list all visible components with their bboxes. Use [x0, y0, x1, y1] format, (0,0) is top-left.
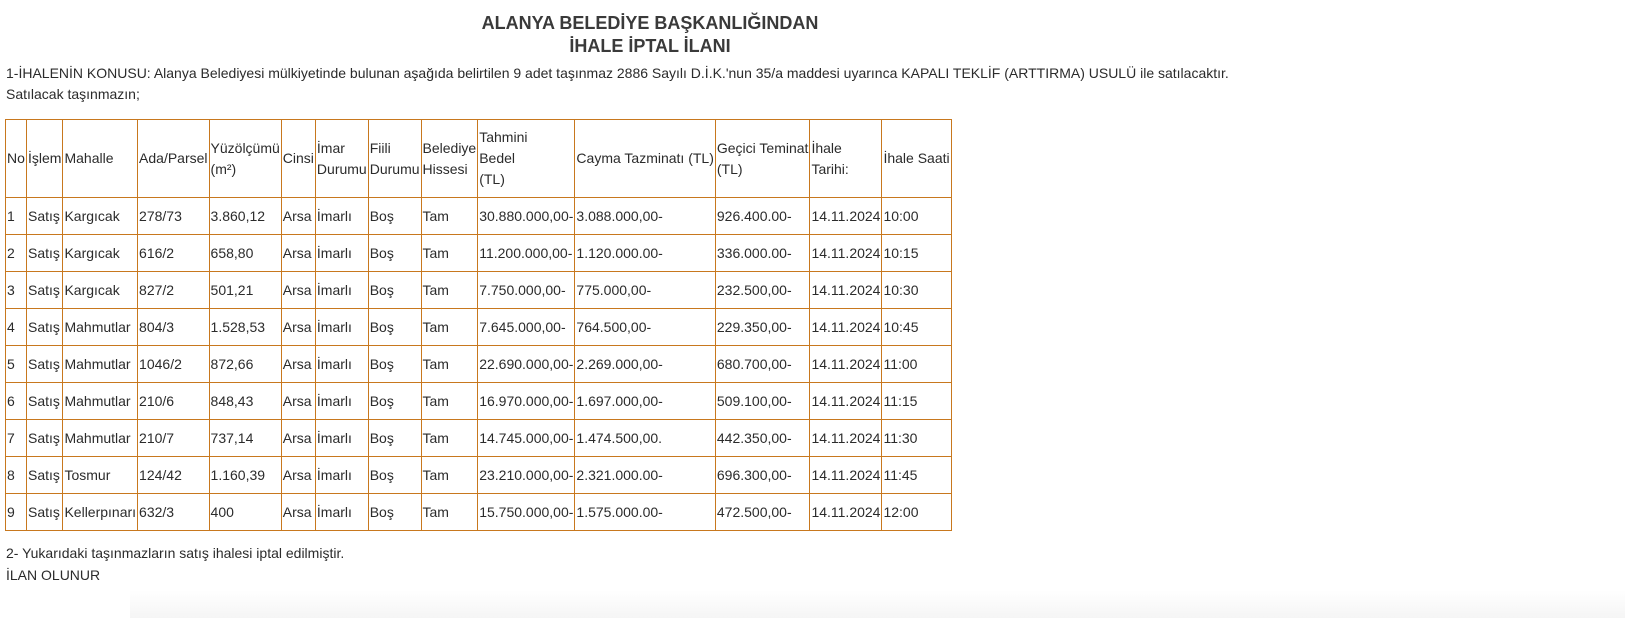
table-row — [6, 272, 952, 309]
cell-no: 7 — [6, 420, 27, 457]
notice-title — [0, 12, 1300, 58]
cell-no: 1 — [6, 198, 27, 235]
header-gecici: Geçici Teminat (TL) — [715, 120, 810, 198]
intro-paragraph: 1-İHALENİN KONUSU: Alanya Belediyesi mülkiyetinde bulunan aşağıda belirtilen 9 adet taşınmaz 2886 Sayılı D.İ.K.'nun 35/a maddesi uyarınca KAPALI TEKLİF (ARTTIRMA) USULÜ ile satılacaktır. — [6, 65, 1229, 81]
header-mahalle: Mahalle — [63, 120, 138, 198]
cell-fiili: Boş — [368, 198, 421, 235]
cell-yuzolcumu: 658,80 — [209, 235, 281, 272]
cell-yuzolcumu: 501,21 — [209, 272, 281, 309]
cell-cinsi: Arsa — [281, 198, 315, 235]
cell-cinsi: Arsa — [281, 457, 315, 494]
property-table — [5, 119, 952, 531]
cell-mahalle: Mahmutlar — [63, 383, 138, 420]
cell-yuzolcumu: 848,43 — [209, 383, 281, 420]
cell-imar: İmarlı — [315, 309, 368, 346]
cell-tahmini: 16.970.000,00- — [478, 383, 575, 420]
cell-tarih: 14.11.2024 — [810, 346, 882, 383]
cell-saat: 11:00 — [882, 346, 951, 383]
table-row — [6, 235, 952, 272]
cell-tarih: 14.11.2024 — [810, 457, 882, 494]
cell-no: 5 — [6, 346, 27, 383]
header-islem: İşlem — [27, 120, 63, 198]
cell-hisse: Tam — [421, 235, 478, 272]
cell-fiili: Boş — [368, 383, 421, 420]
table-row — [6, 420, 952, 457]
cell-gecici: 472.500,00- — [715, 494, 810, 531]
cell-no: 3 — [6, 272, 27, 309]
cell-cinsi: Arsa — [281, 235, 315, 272]
cell-saat: 11:15 — [882, 383, 951, 420]
cell-tarih: 14.11.2024 — [810, 420, 882, 457]
cell-tarih: 14.11.2024 — [810, 309, 882, 346]
table-header-row — [6, 120, 952, 198]
header-belediye: Belediye Hissesi — [421, 120, 478, 198]
cell-tahmini: 23.210.000,00- — [478, 457, 575, 494]
table-body — [6, 198, 952, 531]
cell-gecici: 336.000.00- — [715, 235, 810, 272]
header-tarih: İhale Tarihi: — [810, 120, 882, 198]
cell-ada-parsel: 632/3 — [138, 494, 209, 531]
cell-cinsi: Arsa — [281, 272, 315, 309]
cell-ada-parsel: 1046/2 — [138, 346, 209, 383]
cell-ada-parsel: 210/6 — [138, 383, 209, 420]
cell-islem: Satış — [27, 420, 63, 457]
cell-mahalle: Kellerpınarı — [63, 494, 138, 531]
cell-cinsi: Arsa — [281, 420, 315, 457]
bottom-shade — [130, 590, 1625, 618]
table-row — [6, 457, 952, 494]
header-ada-parsel: Ada/Parsel — [138, 120, 209, 198]
cell-yuzolcumu: 1.160,39 — [209, 457, 281, 494]
table-row — [6, 383, 952, 420]
cell-tarih: 14.11.2024 — [810, 494, 882, 531]
cell-hisse: Tam — [421, 198, 478, 235]
cell-mahalle: Mahmutlar — [63, 420, 138, 457]
cell-saat: 10:15 — [882, 235, 951, 272]
cell-saat: 12:00 — [882, 494, 951, 531]
cell-tahmini: 11.200.000,00- — [478, 235, 575, 272]
cell-cayma: 1.474.500,00. — [575, 420, 715, 457]
cell-cayma: 1.697.000,00- — [575, 383, 715, 420]
cell-ada-parsel: 124/42 — [138, 457, 209, 494]
cell-fiili: Boş — [368, 272, 421, 309]
cell-ada-parsel: 278/73 — [138, 198, 209, 235]
cell-tarih: 14.11.2024 — [810, 272, 882, 309]
cell-saat: 11:45 — [882, 457, 951, 494]
cell-no: 6 — [6, 383, 27, 420]
closing-line: İLAN OLUNUR — [6, 567, 101, 583]
cell-gecici: 696.300,00- — [715, 457, 810, 494]
header-saat: İhale Saati — [882, 120, 951, 198]
cell-saat: 10:00 — [882, 198, 951, 235]
cell-imar: İmarlı — [315, 346, 368, 383]
cell-islem: Satış — [27, 309, 63, 346]
table-row — [6, 494, 952, 531]
cell-mahalle: Tosmur — [63, 457, 138, 494]
cell-tahmini: 14.745.000,00- — [478, 420, 575, 457]
cell-tarih: 14.11.2024 — [810, 383, 882, 420]
cell-imar: İmarlı — [315, 420, 368, 457]
cell-tahmini: 7.750.000,00- — [478, 272, 575, 309]
cell-saat: 10:45 — [882, 309, 951, 346]
cell-hisse: Tam — [421, 383, 478, 420]
cell-islem: Satış — [27, 272, 63, 309]
cell-islem: Satış — [27, 457, 63, 494]
cell-imar: İmarlı — [315, 272, 368, 309]
cell-yuzolcumu: 3.860,12 — [209, 198, 281, 235]
cell-hisse: Tam — [421, 272, 478, 309]
cell-tahmini: 30.880.000,00- — [478, 198, 575, 235]
cell-no: 8 — [6, 457, 27, 494]
cell-tarih: 14.11.2024 — [810, 198, 882, 235]
table-row — [6, 309, 952, 346]
cell-tahmini: 22.690.000,00- — [478, 346, 575, 383]
cell-yuzolcumu: 400 — [209, 494, 281, 531]
cell-cayma: 2.321.000.00- — [575, 457, 715, 494]
header-cinsi: Cinsi — [281, 120, 315, 198]
cell-cayma: 775.000,00- — [575, 272, 715, 309]
header-imar: İmar Durumu — [315, 120, 368, 198]
cell-mahalle: Mahmutlar — [63, 346, 138, 383]
cell-no: 9 — [6, 494, 27, 531]
cell-fiili: Boş — [368, 420, 421, 457]
title-line-1: ALANYA BELEDİYE BAŞKANLIĞINDAN — [481, 13, 819, 33]
cell-gecici: 232.500,00- — [715, 272, 810, 309]
cell-islem: Satış — [27, 383, 63, 420]
cell-fiili: Boş — [368, 235, 421, 272]
cell-hisse: Tam — [421, 494, 478, 531]
table-row — [6, 346, 952, 383]
cell-hisse: Tam — [421, 309, 478, 346]
cell-islem: Satış — [27, 198, 63, 235]
cell-mahalle: Kargıcak — [63, 272, 138, 309]
cell-ada-parsel: 616/2 — [138, 235, 209, 272]
cell-ada-parsel: 804/3 — [138, 309, 209, 346]
cell-islem: Satış — [27, 494, 63, 531]
cell-yuzolcumu: 737,14 — [209, 420, 281, 457]
cell-fiili: Boş — [368, 309, 421, 346]
cell-fiili: Boş — [368, 494, 421, 531]
cell-yuzolcumu: 872,66 — [209, 346, 281, 383]
cell-ada-parsel: 210/7 — [138, 420, 209, 457]
cell-hisse: Tam — [421, 346, 478, 383]
cell-cayma: 3.088.000,00- — [575, 198, 715, 235]
header-no: No — [6, 120, 27, 198]
cell-ada-parsel: 827/2 — [138, 272, 209, 309]
header-fiili: Fiili Durumu — [368, 120, 421, 198]
cell-tarih: 14.11.2024 — [810, 235, 882, 272]
cell-fiili: Boş — [368, 457, 421, 494]
cell-gecici: 509.100,00- — [715, 383, 810, 420]
cell-cinsi: Arsa — [281, 309, 315, 346]
cell-islem: Satış — [27, 235, 63, 272]
cell-mahalle: Kargıcak — [63, 235, 138, 272]
cell-no: 4 — [6, 309, 27, 346]
cell-saat: 11:30 — [882, 420, 951, 457]
cell-imar: İmarlı — [315, 383, 368, 420]
header-tahmini: Tahmini Bedel (TL) — [478, 120, 575, 198]
intro-subheading: Satılacak taşınmazın; — [6, 86, 140, 102]
title-line-2: İHALE İPTAL İLANI — [569, 36, 731, 56]
cell-islem: Satış — [27, 346, 63, 383]
cell-fiili: Boş — [368, 346, 421, 383]
table-row — [6, 198, 952, 235]
cell-hisse: Tam — [421, 457, 478, 494]
cell-cinsi: Arsa — [281, 346, 315, 383]
cell-imar: İmarlı — [315, 235, 368, 272]
cell-imar: İmarlı — [315, 494, 368, 531]
cell-gecici: 442.350,00- — [715, 420, 810, 457]
cell-saat: 10:30 — [882, 272, 951, 309]
cell-cayma: 1.120.000.00- — [575, 235, 715, 272]
cell-gecici: 926.400.00- — [715, 198, 810, 235]
cell-gecici: 680.700,00- — [715, 346, 810, 383]
cell-yuzolcumu: 1.528,53 — [209, 309, 281, 346]
cell-mahalle: Kargıcak — [63, 198, 138, 235]
cell-imar: İmarlı — [315, 198, 368, 235]
cell-cinsi: Arsa — [281, 383, 315, 420]
cell-cinsi: Arsa — [281, 494, 315, 531]
header-yuzolcumu: Yüzölçümü (m²) — [209, 120, 281, 198]
cell-tahmini: 15.750.000,00- — [478, 494, 575, 531]
cell-tahmini: 7.645.000,00- — [478, 309, 575, 346]
header-cayma: Cayma Tazminatı (TL) — [575, 120, 715, 198]
cell-no: 2 — [6, 235, 27, 272]
cell-mahalle: Mahmutlar — [63, 309, 138, 346]
cell-cayma: 2.269.000,00- — [575, 346, 715, 383]
cell-hisse: Tam — [421, 420, 478, 457]
cell-gecici: 229.350,00- — [715, 309, 810, 346]
cell-cayma: 1.575.000.00- — [575, 494, 715, 531]
cell-imar: İmarlı — [315, 457, 368, 494]
cell-cayma: 764.500,00- — [575, 309, 715, 346]
cancellation-statement: 2- Yukarıdaki taşınmazların satış ihalesi iptal edilmiştir. — [6, 545, 345, 561]
